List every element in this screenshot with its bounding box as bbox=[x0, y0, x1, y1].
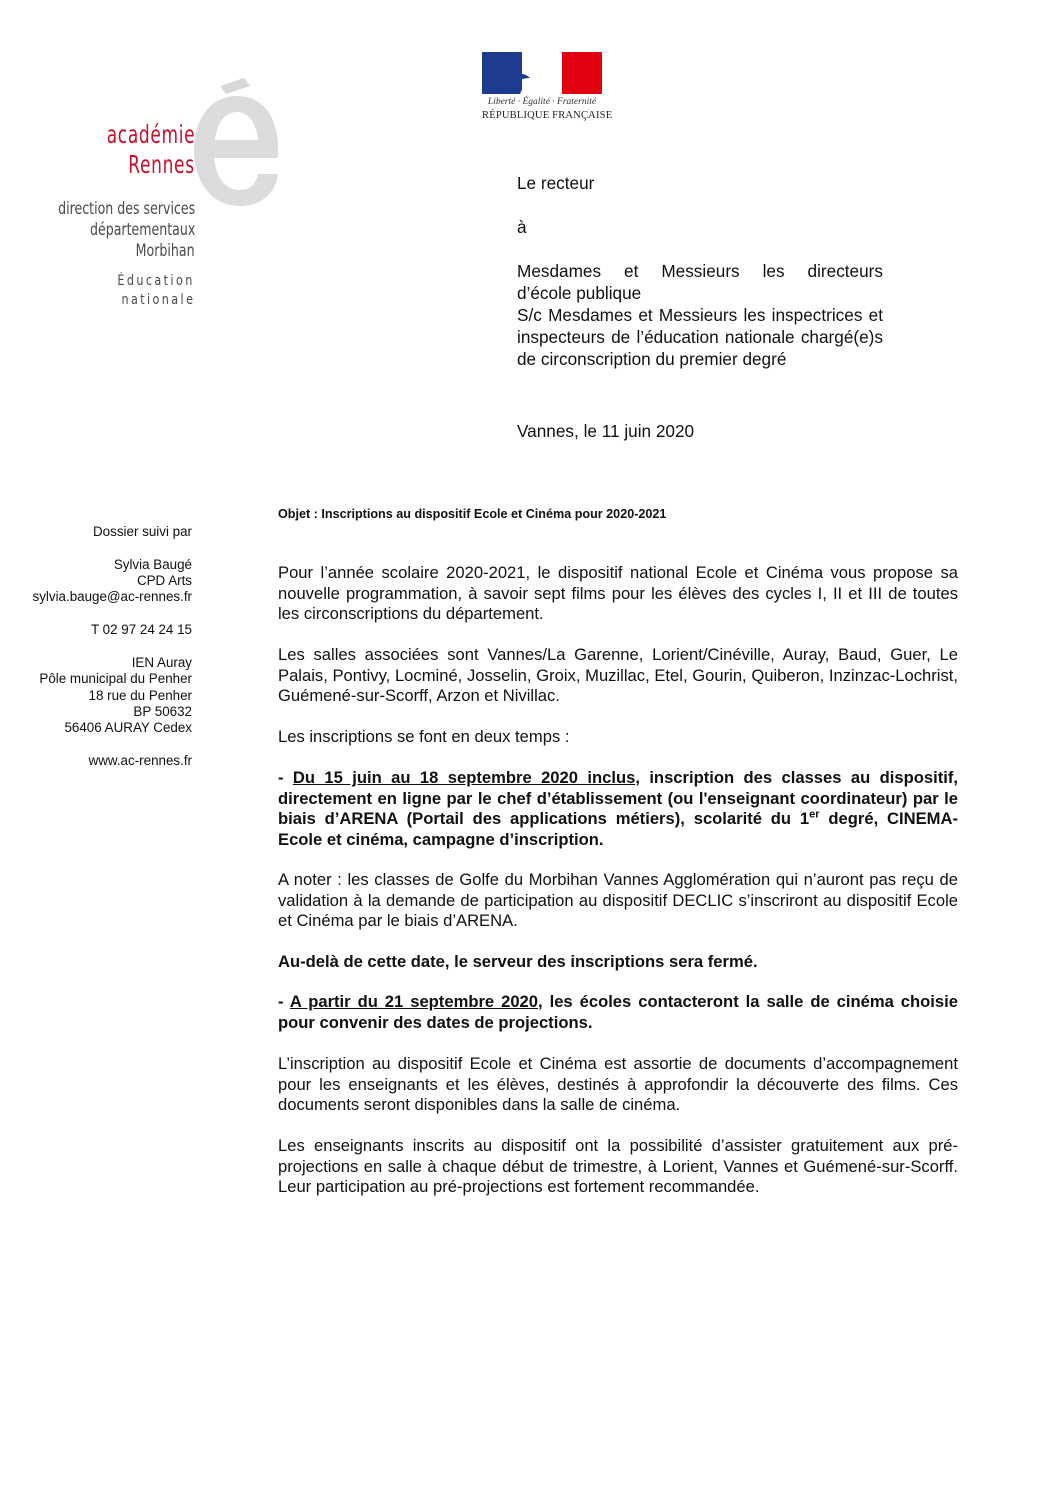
recipients-line1: Mesdames et Messieurs les directeurs bbox=[517, 261, 883, 281]
step-one bbox=[278, 768, 958, 851]
subject-line: Objet : Inscriptions au dispositif Ecole et Cinéma pour 2020-2021 bbox=[278, 507, 667, 521]
step-two-text: , les écoles contacteront la salle de cinéma choisie pour convenir des dates de projections. bbox=[278, 992, 958, 1032]
sender: Le recteur bbox=[517, 173, 595, 193]
step-one-text: , inscription des classes au dispositif, directement en ligne par le chef d’établissement (ou l'enseignant coordinateur) par le biais d’ARENA (Portail des applications métiers), scolarité du 1 bbox=[278, 768, 958, 829]
dsden-line3: Morbihan bbox=[136, 241, 195, 261]
step-two-date: A partir du 21 septembre 2020 bbox=[289, 992, 539, 1011]
dossier-suivi-label: Dossier suivi par bbox=[93, 524, 192, 539]
paragraph-documents: L’inscription au dispositif Ecole et Cinéma est assortie de documents d’accompagnement pour les enseignants et les élèves, destinés à approfondir la découverte des films. Ces documents seront disponibles dans la salle de cinéma. bbox=[278, 1054, 958, 1115]
step-one-tail: degré, CINEMA- Ecole et cinéma, campagne d’inscription. bbox=[278, 809, 958, 850]
republique-francaise-logo bbox=[482, 52, 613, 128]
contact-phone: T 02 97 24 24 15 bbox=[90, 622, 192, 637]
paragraph-intro: Pour l’année scolaire 2020-2021, le dispositif national Ecole et Cinéma vous propose sa nouvelle programmation, à savoir sept films pour les élèves des cycles I, II et III de toutes les circonscriptions du département. bbox=[278, 563, 958, 624]
paragraph-pre-projections: Les enseignants inscrits au dispositif ont la possibilité d’assister gratuitement aux pré-projections en salle à chaque début de trimestre, à Lorient, Vannes et Guémené-sur-Scorff. Leur participation au pré-projections est fortement recommandée. bbox=[278, 1136, 958, 1197]
education-label: Éducation bbox=[117, 273, 195, 289]
website: www.ac-rennes.fr bbox=[88, 753, 192, 768]
step-one-sup: er bbox=[809, 808, 820, 821]
republic-name: RÉPUBLIQUE FRANÇAISE bbox=[482, 110, 613, 121]
step-two-dash: - bbox=[278, 992, 290, 1011]
paragraph-venues: Les salles associées sont Vannes/La Garenne, Lorient/Cinéville, Auray, Baud, Guer, Le Palais, Pontivy, Locminé, Josselin, Groix, Muzillac, Etel, Gourin, Quiberon, Inzinzac-Lochrist, Guémené-sur-Scorff, Arzon et Nivillac. bbox=[278, 645, 958, 706]
dsden-line1: direction des services bbox=[57, 199, 195, 219]
office-street: 18 rue du Penher bbox=[88, 688, 192, 703]
contact-email: sylvia.bauge@ac-rennes.fr bbox=[32, 589, 192, 604]
dsden-line2: départementaux bbox=[89, 220, 195, 240]
office-building: Pôle municipal du Penher bbox=[39, 671, 192, 686]
place-date: Vannes, le 11 juin 2020 bbox=[517, 421, 695, 441]
e-accent-icon bbox=[192, 78, 282, 208]
rennes-label: Rennes bbox=[128, 150, 195, 179]
step-one-dash: - bbox=[278, 768, 293, 787]
office-bp: BP 50632 bbox=[133, 704, 192, 719]
contact-name: Sylvia Baugé bbox=[113, 557, 192, 572]
office-city: 56406 AURAY Cedex bbox=[64, 720, 192, 735]
office-name: IEN Auray bbox=[131, 655, 192, 670]
paragraph-two-steps: Les inscriptions se font en deux temps : bbox=[278, 727, 570, 746]
academie-rennes-logo bbox=[40, 66, 285, 316]
marianne-icon bbox=[500, 52, 570, 94]
republic-motto: Liberté · Égalité · Fraternité bbox=[487, 97, 597, 107]
to-label: à bbox=[517, 217, 527, 237]
step-two bbox=[278, 992, 958, 1033]
step-one-dates: Du 15 juin au 18 septembre 2020 inclus bbox=[292, 768, 636, 787]
cc-recipients: S/c Mesdames et Messieurs les inspectrices et inspecteurs de l’éducation nationale chargé(e)s de circonscription du premier degré bbox=[517, 305, 883, 369]
nationale-label: nationale bbox=[121, 292, 195, 308]
paragraph-declic-note: A noter : les classes de Golfe du Morbihan Vannes Agglomération qui n’auront pas reçu de validation à la demande de participation au dispositif DECLIC s’inscriront au dispositif Ecole et Cinéma par le biais d’ARENA. bbox=[278, 870, 958, 931]
recipients-line2: d’école publique bbox=[517, 283, 642, 303]
academie-label: académie bbox=[106, 120, 195, 149]
contact-role: CPD Arts bbox=[136, 573, 192, 588]
paragraph-server-closed: Au-delà de cette date, le serveur des inscriptions sera fermé. bbox=[278, 952, 758, 971]
